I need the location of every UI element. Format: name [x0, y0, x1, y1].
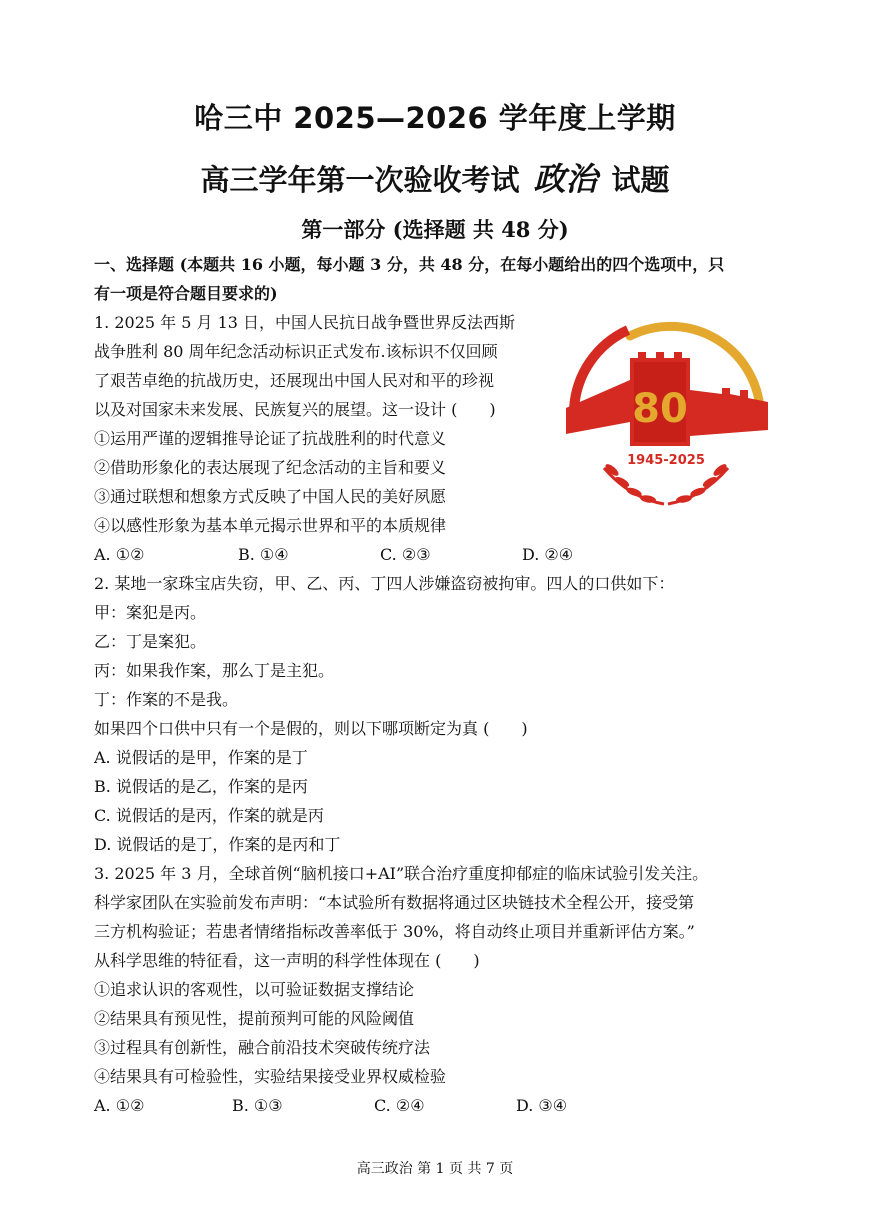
exam-title-prefix: 高三学年第一次验收考试	[200, 163, 520, 197]
q3-stem-line: 3. 2025 年 3 月，全球首例“脑机接口+AI”联合治疗重度抑郁症的临床试验引发关注。	[94, 864, 709, 883]
q3-option-d: D. ③④	[516, 1096, 568, 1115]
q2-question: 如果四个口供中只有一个是假的，则以下哪项断定为真 ( )	[94, 719, 528, 738]
q1-stem-line: 以及对国家未来发展、民族复兴的展望。这一设计 ( )	[94, 400, 496, 419]
q1-option-a: A. ①②	[94, 545, 145, 564]
logo-laurel-right	[668, 462, 728, 504]
q1-statement: ①运用严谨的逻辑推导论证了抗战胜利的时代意义	[94, 429, 447, 448]
q3-option-b: B. ①③	[232, 1096, 283, 1115]
q2-option-c: C. 说假话的是丙，作案的就是丙	[94, 806, 324, 825]
exam-title-suffix: 试题	[611, 163, 670, 197]
q2-testimony: 乙：丁是案犯。	[94, 632, 207, 651]
q1-statement: ④以感性形象为基本单元揭示世界和平的本质规律	[94, 516, 447, 535]
q2-option-b: B. 说假话的是乙，作案的是丙	[94, 777, 308, 796]
q3-statement: ④结果具有可检验性，实验结果接受业界权威检验	[94, 1067, 447, 1086]
q1-stem-line: 了艰苦卓绝的抗战历史，还展现出中国人民对和平的珍视	[94, 371, 495, 390]
page-footer: 高三政治 第 1 页 共 7 页	[356, 1161, 514, 1177]
q2-option-a: A. 说假话的是甲，作案的是丁	[94, 748, 308, 767]
q2-testimony: 丁：作案的不是我。	[94, 690, 239, 709]
q2-testimony: 甲：案犯是丙。	[94, 603, 207, 622]
q1-statement: ③通过联想和想象方式反映了中国人民的美好夙愿	[94, 487, 447, 506]
q3-statement: ③过程具有创新性，融合前沿技术突破传统疗法	[94, 1038, 431, 1057]
q1-option-b: B. ①④	[238, 545, 289, 564]
q2-testimony: 丙：如果我作案，那么丁是主犯。	[94, 661, 335, 680]
q1-stem-line: 1. 2025 年 5 月 13 日，中国人民抗日战争暨世界反法西斯	[94, 313, 516, 332]
exam-subject: 政治	[533, 160, 598, 198]
part-title: 第一部分 (选择题 共 48 分)	[301, 217, 569, 242]
q3-question: 从科学思维的特征看，这一声明的科学性体现在 ( )	[94, 951, 480, 970]
logo-number: 80	[632, 386, 688, 432]
logo-years: 1945-2025	[627, 453, 705, 468]
q3-stem-line: 三方机构验证；若患者情绪指标改善率低于 30%，将自动终止项目并重新评估方案。”	[94, 922, 695, 941]
q3-option-c: C. ②④	[374, 1096, 425, 1115]
q1-option-c: C. ②③	[380, 545, 431, 564]
q2-option-d: D. 说假话的是丁，作案的是丙和丁	[94, 835, 341, 854]
exam-title-line2	[0, 154, 870, 200]
q3-stem-line: 科学家团队在实验前发布声明：“本试验所有数据将通过区块链技术全程公开，接受第	[94, 893, 695, 912]
q1-stem-line: 战争胜利 80 周年纪念活动标识正式发布.该标识不仅回顾	[94, 342, 498, 361]
q3-statement: ①追求认识的客观性，以可验证数据支撑结论	[94, 980, 415, 999]
logo-laurel-left	[604, 462, 664, 504]
q2-stem: 2. 某地一家珠宝店失窃，甲、乙、丙、丁四人涉嫌盗窃被拘审。四人的口供如下：	[94, 574, 675, 593]
q3-statement: ②结果具有预见性，提前预判可能的风险阈值	[94, 1009, 415, 1028]
q3-option-a: A. ①②	[94, 1096, 145, 1115]
q1-option-d: D. ②④	[522, 545, 574, 564]
anniversary-logo	[560, 318, 772, 510]
q1-statement: ②借助形象化的表达展现了纪念活动的主旨和要义	[94, 458, 447, 477]
exam-title-line1: 哈三中 2025—2026 学年度上学期	[194, 101, 676, 135]
section-instruction-line2: 有一项是符合题目要求的)	[94, 284, 278, 303]
section-instruction-line1: 一、选择题 (本题共 16 小题，每小题 3 分，共 48 分，在每小题给出的四个选项中，只	[94, 255, 725, 274]
